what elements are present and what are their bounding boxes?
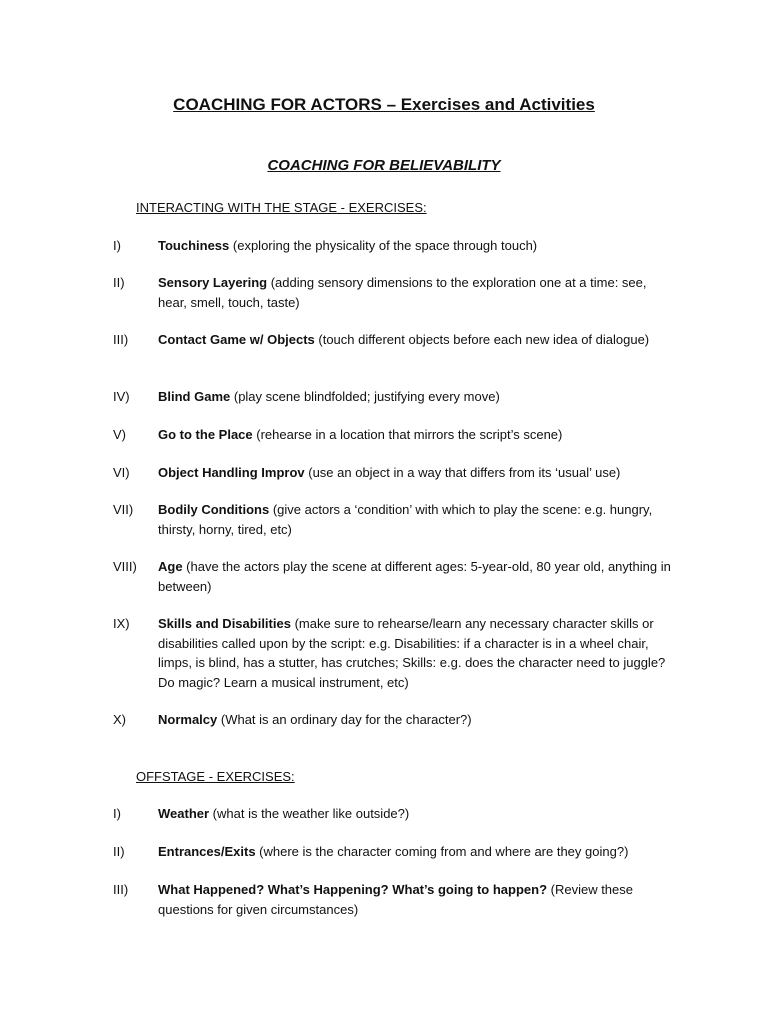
item-number: V) <box>113 427 126 442</box>
item-text <box>158 710 678 730</box>
item-text <box>158 842 678 862</box>
item-term: Go to the Place <box>158 427 253 442</box>
section-title-believability: COACHING FOR BELIEVABILITY <box>267 157 501 174</box>
item-number: VI) <box>113 465 130 480</box>
item-term: Bodily Conditions <box>158 502 270 517</box>
item-term: Object Handling Improv <box>158 465 305 480</box>
item-term: Touchiness <box>158 238 230 253</box>
item-number: IX) <box>113 616 130 631</box>
item-description: (use an object in a way that differs from its ‘usual’ use) <box>304 465 621 480</box>
item-text <box>158 804 678 824</box>
item-term: What Happened? What’s Happening? What’s going to happen? <box>158 882 548 897</box>
item-number: VIII) <box>113 559 137 574</box>
item-text <box>158 425 678 445</box>
item-term: Sensory Layering <box>158 275 268 290</box>
item-description: (rehearse in a location that mirrors the script’s scene) <box>252 427 563 442</box>
item-term: Contact Game w/ Objects <box>158 332 315 347</box>
item-description: (What is an ordinary day for the character?) <box>217 712 472 727</box>
item-text <box>158 557 678 596</box>
item-text <box>158 273 678 312</box>
item-description: (exploring the physicality of the space through touch) <box>229 238 538 253</box>
item-number: I) <box>113 238 121 253</box>
item-description: (give actors a ‘condition’ with which to play the scene: e.g. hungry, thirsty, horny, tired, etc) <box>158 502 653 537</box>
item-text <box>158 500 678 539</box>
item-description: (where is the character coming from and where are they going?) <box>255 844 629 859</box>
item-term: Entrances/Exits <box>158 844 256 859</box>
item-text <box>158 387 678 407</box>
item-number: II) <box>113 844 125 859</box>
item-term: Weather <box>158 806 210 821</box>
page-title: COACHING FOR ACTORS – Exercises and Activities <box>173 95 595 114</box>
item-text <box>158 880 678 919</box>
item-number: III) <box>113 882 129 897</box>
section-heading-stage-exercises: INTERACTING WITH THE STAGE - EXERCISES: <box>136 200 427 215</box>
item-number: I) <box>113 806 121 821</box>
item-term: Age <box>158 559 183 574</box>
item-description: (play scene blindfolded; justifying every move) <box>230 389 500 404</box>
item-number: IV) <box>113 389 130 404</box>
item-number: III) <box>113 332 129 347</box>
section-heading-offstage-exercises: OFFSTAGE - EXERCISES: <box>136 769 295 784</box>
item-term: Skills and Disabilities <box>158 616 291 631</box>
item-term: Blind Game <box>158 389 231 404</box>
item-text <box>158 330 678 350</box>
item-description: (touch different objects before each new idea of dialogue) <box>314 332 650 347</box>
item-text <box>158 614 678 692</box>
item-term: Normalcy <box>158 712 218 727</box>
item-description: (make sure to rehearse/learn any necessary character skills or disabilities called upon by the script: e.g. Disabilities: if a character is in a wheel chair, limps, is blind, has a stutter, has crutches; Skills: e.g. does the character need to juggle? Do magic? Learn a musical instrument, etc) <box>158 616 666 690</box>
item-description: (Review these questions for given circumstances) <box>158 882 633 917</box>
item-text <box>158 236 678 256</box>
item-number: II) <box>113 275 125 290</box>
item-description: (adding sensory dimensions to the exploration one at a time: see, hear, smell, touch, taste) <box>158 275 647 310</box>
item-text <box>158 463 678 483</box>
item-description: (have the actors play the scene at different ages: 5-year-old, 80 year old, anything in between) <box>158 559 671 594</box>
item-number: VII) <box>113 502 134 517</box>
item-number: X) <box>113 712 126 727</box>
item-description: (what is the weather like outside?) <box>209 806 410 821</box>
